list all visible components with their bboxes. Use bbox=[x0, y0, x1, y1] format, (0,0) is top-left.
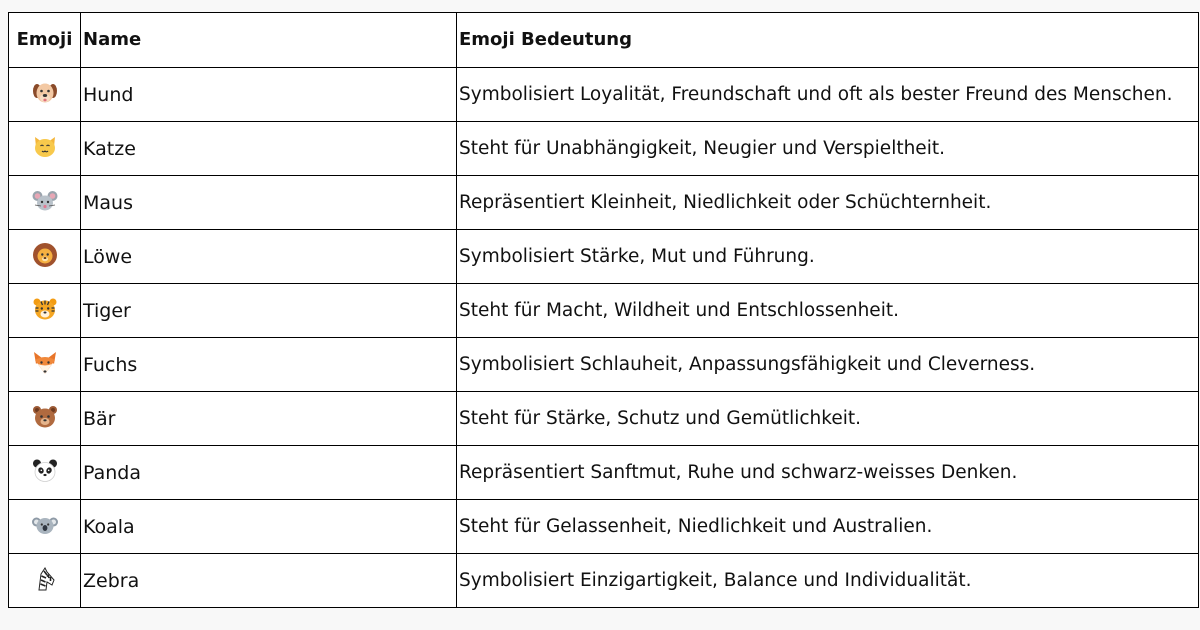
table-row bbox=[9, 284, 1199, 338]
animal-meaning: Steht für Macht, Wildheit und Entschlossenheit. bbox=[457, 284, 1199, 338]
animal-meaning: Symbolisiert Einzigartigkeit, Balance und Individualität. bbox=[457, 554, 1199, 608]
cat-face-icon bbox=[32, 134, 58, 160]
table-header-row bbox=[9, 13, 1199, 68]
emoji-cell bbox=[9, 230, 81, 284]
emoji-cell bbox=[9, 122, 81, 176]
animal-meaning: Steht für Gelassenheit, Niedlichkeit und Australien. bbox=[457, 500, 1199, 554]
animal-name: Koala bbox=[81, 500, 457, 554]
lion-face-icon bbox=[32, 242, 58, 268]
animal-meaning: Steht für Stärke, Schutz und Gemütlichkeit. bbox=[457, 392, 1199, 446]
emoji-cell bbox=[9, 338, 81, 392]
table-row bbox=[9, 230, 1199, 284]
animal-name: Panda bbox=[81, 446, 457, 500]
mouse-face-icon bbox=[32, 188, 58, 214]
table-row bbox=[9, 338, 1199, 392]
table-row bbox=[9, 554, 1199, 608]
header-emoji: Emoji bbox=[9, 13, 81, 68]
emoji-cell bbox=[9, 446, 81, 500]
animal-name: Zebra bbox=[81, 554, 457, 608]
emoji-cell bbox=[9, 176, 81, 230]
emoji-cell bbox=[9, 68, 81, 122]
animal-name: Tiger bbox=[81, 284, 457, 338]
animal-meaning: Symbolisiert Schlauheit, Anpassungsfähigkeit und Cleverness. bbox=[457, 338, 1199, 392]
table-row bbox=[9, 500, 1199, 554]
animal-name: Katze bbox=[81, 122, 457, 176]
animal-meaning: Repräsentiert Kleinheit, Niedlichkeit oder Schüchternheit. bbox=[457, 176, 1199, 230]
animal-name: Bär bbox=[81, 392, 457, 446]
animal-meaning: Symbolisiert Stärke, Mut und Führung. bbox=[457, 230, 1199, 284]
animal-meaning: Steht für Unabhängigkeit, Neugier und Verspieltheit. bbox=[457, 122, 1199, 176]
emoji-meaning-table bbox=[8, 12, 1199, 608]
zebra-icon bbox=[32, 566, 58, 592]
emoji-cell bbox=[9, 284, 81, 338]
header-meaning: Emoji Bedeutung bbox=[457, 13, 1199, 68]
bear-face-icon bbox=[32, 404, 58, 430]
emoji-cell bbox=[9, 392, 81, 446]
animal-name: Fuchs bbox=[81, 338, 457, 392]
table-row bbox=[9, 392, 1199, 446]
header-name: Name bbox=[81, 13, 457, 68]
emoji-cell bbox=[9, 500, 81, 554]
animal-meaning: Repräsentiert Sanftmut, Ruhe und schwarz-weisses Denken. bbox=[457, 446, 1199, 500]
animal-name: Löwe bbox=[81, 230, 457, 284]
animal-name: Hund bbox=[81, 68, 457, 122]
koala-icon bbox=[32, 512, 58, 538]
table-row bbox=[9, 68, 1199, 122]
animal-name: Maus bbox=[81, 176, 457, 230]
emoji-cell bbox=[9, 554, 81, 608]
table-row bbox=[9, 176, 1199, 230]
panda-face-icon bbox=[32, 458, 58, 484]
dog-face-icon bbox=[32, 80, 58, 106]
animal-meaning: Symbolisiert Loyalität, Freundschaft und oft als bester Freund des Menschen. bbox=[457, 68, 1199, 122]
tiger-face-icon bbox=[32, 296, 58, 322]
table-row bbox=[9, 122, 1199, 176]
table-row bbox=[9, 446, 1199, 500]
fox-face-icon bbox=[32, 350, 58, 376]
